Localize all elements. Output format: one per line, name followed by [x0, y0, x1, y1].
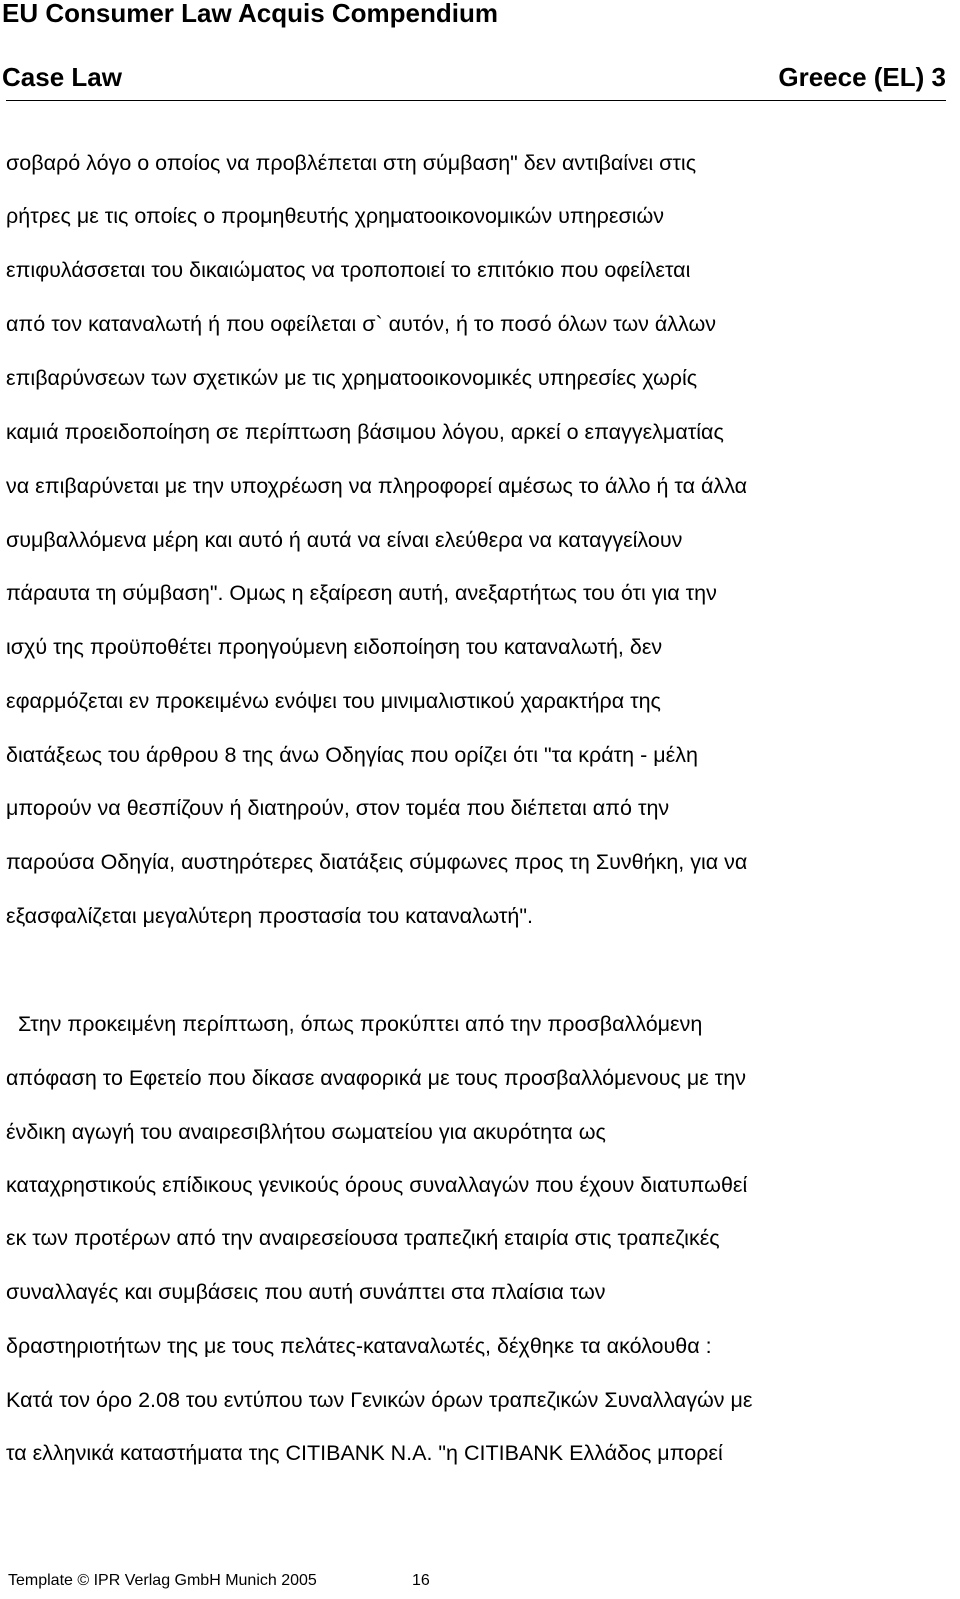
- text-line: επιβαρύνσεων των σχετικών με τις χρηματοοικονομικές υπηρεσίες χωρίς: [6, 366, 698, 390]
- text-line: Κατά τον όρο 2.08 του εντύπου των Γενικών όρων τραπεζικών Συναλλαγών με: [6, 1388, 753, 1412]
- section-header: [2, 60, 946, 94]
- text-line: εξασφαλίζεται μεγαλύτερη προστασία του καταναλωτή".: [6, 904, 533, 928]
- text-line: καταχρηστικούς επίδικους γενικούς όρους συναλλαγών που έχουν διατυπωθεί: [6, 1173, 748, 1197]
- text-line: απόφαση το Εφετείο που δίκασε αναφορικά με τους προσβαλλόμενους με την: [6, 1066, 746, 1090]
- text-line: συμβαλλόμενα μέρη και αυτό ή αυτά να είναι ελεύθερα να καταγγείλουν: [6, 528, 683, 552]
- text-line: ισχύ της προϋποθέτει προηγούμενη ειδοποίηση του καταναλωτή, δεν: [6, 635, 663, 659]
- text-line: να επιβαρύνεται με την υποχρέωση να πληροφορεί αμέσως το άλλο ή τα άλλα: [6, 474, 748, 498]
- text-line: διατάξεως του άρθρου 8 της άνω Οδηγίας που ορίζει ότι "τα κράτη - μέλη: [6, 743, 698, 767]
- document-title: EU Consumer Law Acquis Compendium: [2, 0, 498, 28]
- text-line: ένδικη αγωγή του αναιρεσιβλήτου σωματείου για ακυρότητα ως: [6, 1120, 606, 1144]
- text-line: Στην προκειμένη περίπτωση, όπως προκύπτει από την προσβαλλόμενη: [6, 1012, 703, 1036]
- text-line: πάραυτα τη σύμβαση". Ομως η εξαίρεση αυτή, ανεξαρτήτως του ότι για την: [6, 581, 717, 605]
- section-label: Case Law: [2, 62, 122, 92]
- text-line: δραστηριοτήτων της με τους πελάτες-καταναλωτές, δέχθηκε τα ακόλουθα :: [6, 1334, 712, 1358]
- country-label: Greece (EL) 3: [778, 62, 946, 92]
- text-line: μπορούν να θεσπίζουν ή διατηρούν, στον τομέα που διέπεται από την: [6, 796, 670, 820]
- text-line: τα ελληνικά καταστήματα της CITIBANK N.A. "η CITIBANK Ελλάδος μπορεί: [6, 1441, 723, 1465]
- header-divider: [6, 100, 946, 101]
- text-line: εφαρμόζεται εν προκειμένω ενόψει του μινιμαλιστικού χαρακτήρα της: [6, 689, 661, 713]
- footer-page-number: 16: [412, 1572, 430, 1589]
- text-line: επιφυλάσσεται του δικαιώματος να τροποποιεί το επιτόκιο που οφείλεται: [6, 258, 691, 282]
- text-line: καμιά προειδοποίηση σε περίπτωση βάσιμου λόγου, αρκεί ο επαγγελματίας: [6, 420, 724, 444]
- text-line: από τον καταναλωτή ή που οφείλεται σ` αυτόν, ή το ποσό όλων των άλλων: [6, 312, 717, 336]
- text-line: παρούσα Οδηγία, αυστηρότερες διατάξεις σύμφωνες προς τη Συνθήκη, για να: [6, 850, 748, 874]
- text-line: σοβαρό λόγο ο οποίος να προβλέπεται στη σύμβαση" δεν αντιβαίνει στις: [6, 151, 697, 175]
- text-line: συναλλαγές και συμβάσεις που αυτή συνάπτει στα πλαίσια των: [6, 1280, 606, 1304]
- text-line: ρήτρες με τις οποίες ο προμηθευτής χρηματοοικονομικών υπηρεσιών: [6, 204, 665, 228]
- text-line: εκ των προτέρων από την αναιρεσείουσα τραπεζική εταιρία στις τραπεζικές: [6, 1226, 720, 1250]
- footer-copyright: Template © IPR Verlag GmbH Munich 2005: [8, 1572, 317, 1589]
